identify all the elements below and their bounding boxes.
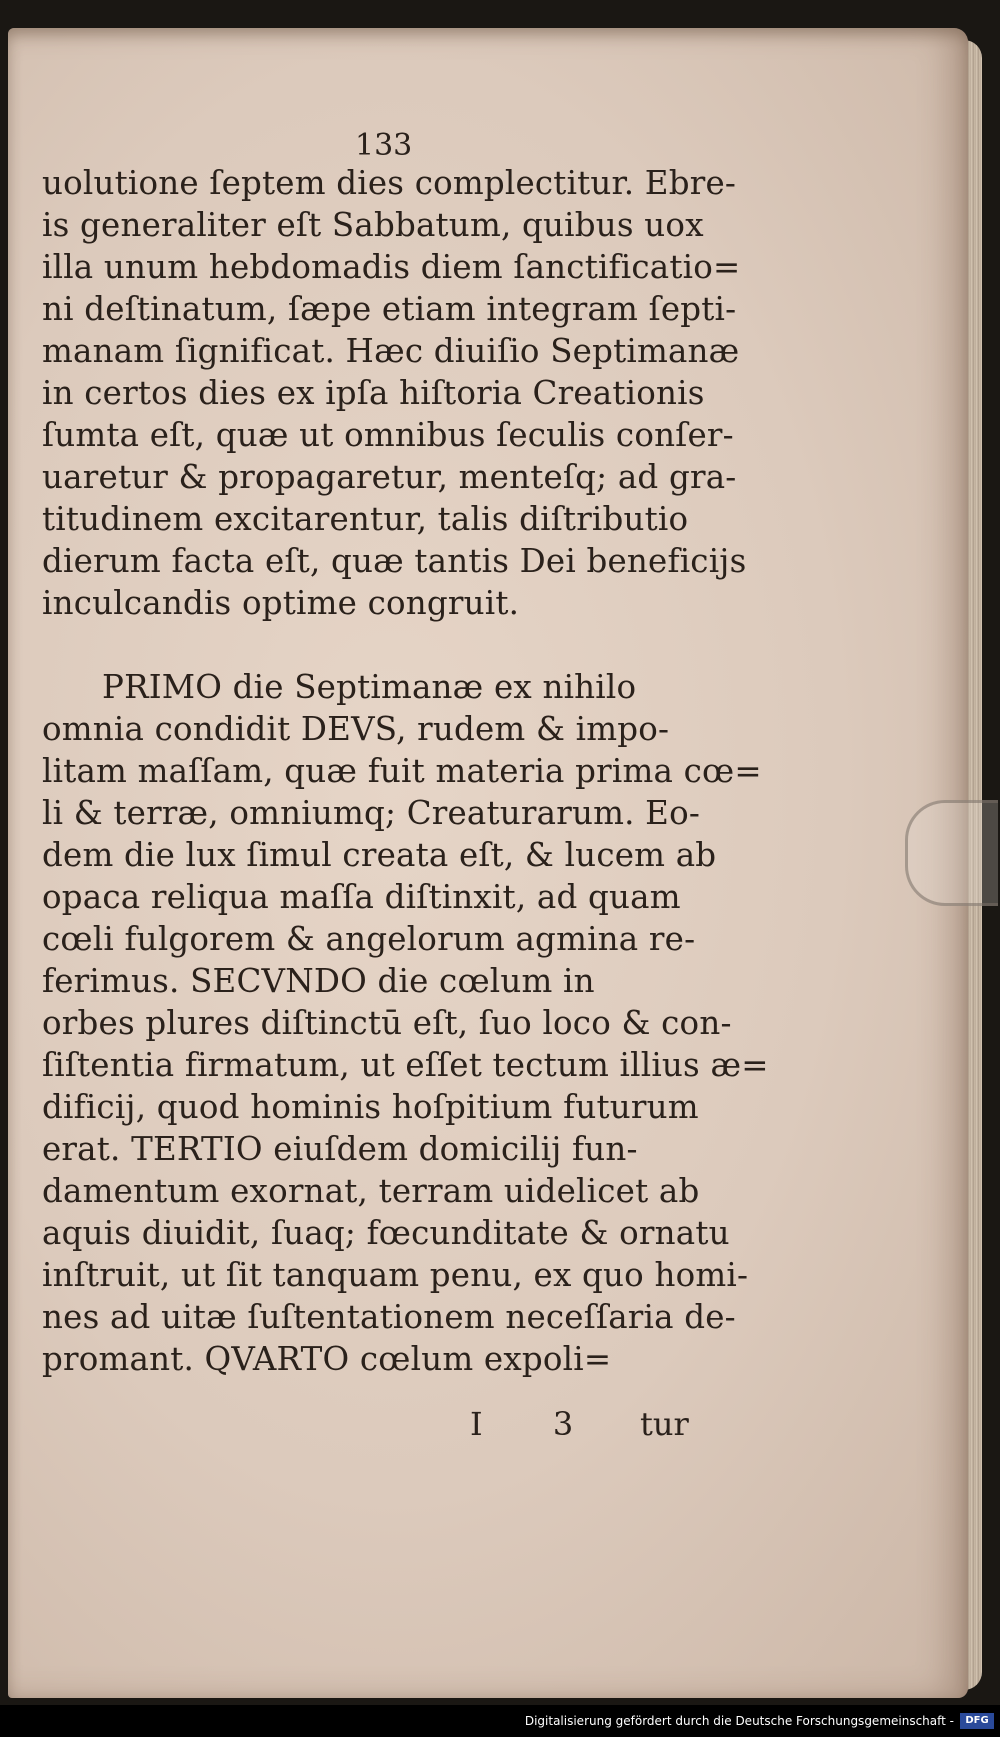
text-line: manam ſignificat. Hæc diuiſio Septimanæ xyxy=(42,332,740,370)
paragraph-gap xyxy=(42,624,722,666)
dfg-logo: DFG xyxy=(960,1713,994,1729)
page-text xyxy=(42,120,769,1380)
text-line: cœli fulgorem & angelorum agmina re- xyxy=(42,920,696,958)
text-line: ni deſtinatum, ſæpe etiam integram ſepti- xyxy=(42,290,737,328)
text-line: dificij, quod hominis hoſpitium futurum xyxy=(42,1088,699,1126)
text-line: ſumta eſt, quæ ut omnibus ſeculis conſer- xyxy=(42,416,734,454)
catchword: tur xyxy=(640,1405,689,1443)
text-line: dem die lux ſimul creata eſt, & lucem ab xyxy=(42,836,717,874)
text-line: is generaliter eſt Sabbatum, quibus uox xyxy=(42,206,704,244)
text-line: orbes plures diſtinctū eſt, ſuo loco & con- xyxy=(42,1004,732,1042)
text-line: damentum exornat, terram uidelicet ab xyxy=(42,1172,700,1210)
text-line: uolutione ſeptem dies complectitur. Ebre- xyxy=(42,164,737,202)
text-line: inculcandis optime congruit. xyxy=(42,584,520,622)
text-line: erat. TERTIO eiuſdem domicilij fun- xyxy=(42,1130,638,1168)
text-line: ferimus. SECVNDO die cœlum in xyxy=(42,962,595,1000)
text-line: in certos dies ex ipſa hiſtoria Creationis xyxy=(42,374,705,412)
signature-mark: I 3 xyxy=(470,1405,604,1443)
paragraph-1 xyxy=(42,162,747,624)
text-line: uaretur & propagaretur, menteſq; ad gra- xyxy=(42,458,737,496)
footer-credit: Digitalisierung gefördert durch die Deutsche Forschungsgemeinschaft - xyxy=(524,1714,954,1728)
page-clip xyxy=(905,800,998,906)
text-line: opaca reliqua maſſa diſtinxit, ad quam xyxy=(42,878,681,916)
text-line: li & terræ, omniumq; Creaturarum. Eo- xyxy=(42,794,701,832)
text-line: dierum facta eſt, quæ tantis Dei beneficijs xyxy=(42,542,747,580)
text-line: litam maſſam, quæ fuit materia prima cœ= xyxy=(42,752,762,790)
text-line: omnia condidit DEVS, rudem & impo- xyxy=(42,710,670,748)
footer-bar xyxy=(0,1705,1000,1737)
text-line: PRIMO die Septimanæ ex nihilo xyxy=(102,668,637,706)
text-line: aquis diuidit, ſuaq; fœcunditate & ornatu xyxy=(42,1214,730,1252)
page-number: 133 xyxy=(355,128,413,163)
paragraph-2 xyxy=(42,666,769,1380)
text-line: promant. QVARTO cœlum expoli= xyxy=(42,1340,612,1378)
text-line: nes ad uitæ ſuſtentationem neceſſaria de- xyxy=(42,1298,736,1336)
text-line: inſtruit, ut ſit tanquam penu, ex quo homi- xyxy=(42,1256,749,1294)
text-line: ſiſtentia firmatum, ut eſſet tectum illius æ= xyxy=(42,1046,769,1084)
text-line: titudinem excitarentur, talis diſtributio xyxy=(42,500,689,538)
text-line: illa unum hebdomadis diem ſanctificatio= xyxy=(42,248,741,286)
